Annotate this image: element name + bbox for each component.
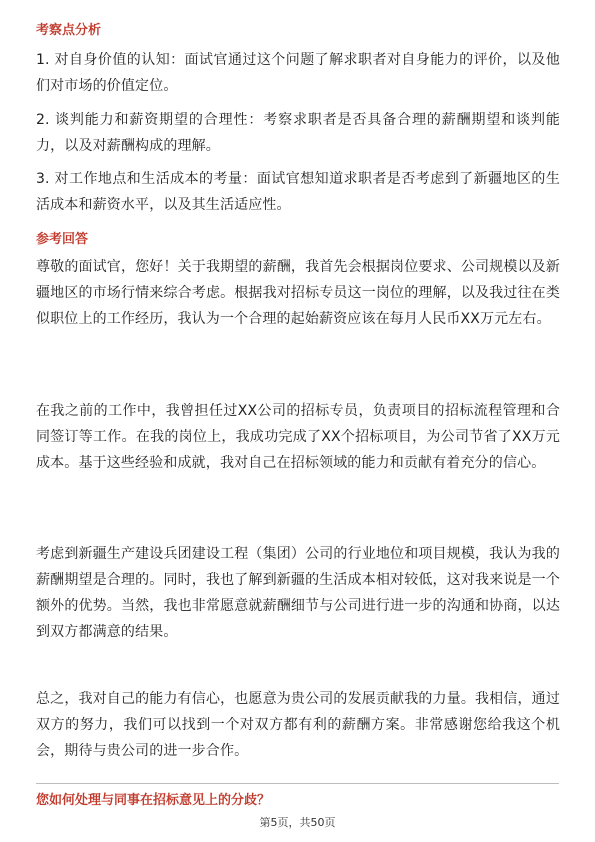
reference-heading: 参考回答 (36, 232, 89, 247)
page-number: 第5页，共50页 (259, 816, 336, 829)
reference-paragraph-2: 在我之前的工作中，我曾担任过XX公司的招标专员，负责项目的招标流程管理和合同签订等工作。在我的岗位上，我成功完成了XX个招标项目，为公司节省了XX万元成本。基于这些经验和成就，我对自己在招标领域的能力和贡献有着充分的信心。 (36, 403, 560, 471)
reference-paragraph-4: 总之，我对自己的能力有信心，也愿意为贵公司的发展贡献我的力量。我相信，通过双方的努力，我们可以找到一个对双方都有利的薪酬方案。非常感谢您给我这个机会，期待与贵公司的进一步合作。 (36, 691, 560, 759)
next-question-link[interactable]: 您如何处理与同事在招标意见上的分歧？ (36, 793, 271, 808)
analysis-point-1: 1. 对自身价值的认知：面试官通过这个问题了解求职者对自身能力的评价，以及他们对市场的价值定位。 (36, 52, 560, 94)
reference-paragraph-3: 考虑到新疆生产建设兵团建设工程（集团）公司的行业地位和项目规模，我认为我的薪酬期望是合理的。同时，我也了解到新疆的生活成本相对较低，这对我来说是一个额外的优势。当然，我也非常愿意就薪酬细节与公司进行进一步的沟通和协商，以达到双方都满意的结果。 (36, 546, 560, 640)
reference-paragraph-1: 尊敬的面试官，您好！关于我期望的薪酬，我首先会根据岗位要求、公司规模以及新疆地区的市场行情来综合考虑。根据我对招标专员这一岗位的理解，以及我过往在类似职位上的工作经历，我认为一个合理的起始薪资应该在每月人民币XX万元左右。 (36, 259, 560, 327)
analysis-point-2: 2. 谈判能力和薪资期望的合理性：考察求职者是否具备合理的薪酬期望和谈判能力，以及对薪酬构成的理解。 (36, 112, 560, 154)
analysis-point-3: 3. 对工作地点和生活成本的考量：面试官想知道求职者是否考虑到了新疆地区的生活成本和薪资水平，以及其生活适应性。 (36, 171, 560, 213)
section-divider (36, 783, 559, 784)
analysis-heading: 考察点分析 (36, 23, 102, 38)
